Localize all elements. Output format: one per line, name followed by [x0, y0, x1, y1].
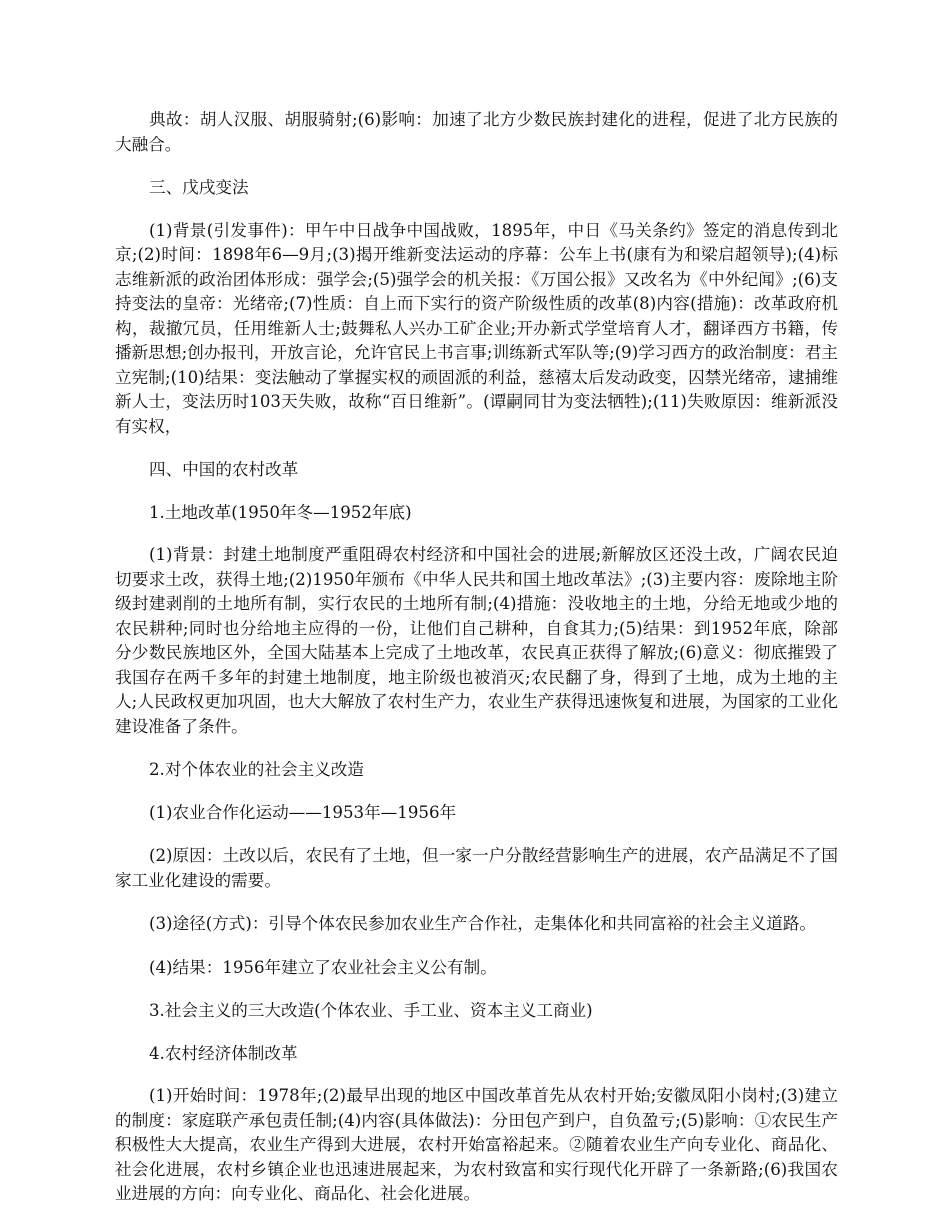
paragraph-wuxu-reform: (1)背景(引发事件)：甲午中日战争中国战败，1895年，中日《马关条约》签定的消息传到北京;(2)时间：1898年6—9月;(3)揭开维新变法运动的序幕：公车上书(康有为和梁启超领导);(4)标志维新派的政治团体形成：强学会;(5)强学会的机关报：《万国公报》又改名为《中外纪闻》;(6)支持变法的皇帝：光绪帝;(7)性质：自上而下实行的资产阶级性质的改革(8)内容(措施)：改革政府机构，裁撤冗员，任用维新人士;鼓舞私人兴办工矿企业;开办新式学堂培育人才，翻译西方书籍，传播新思想;创办报刊，开放言论，允许官民上书言事;训练新式军队等;(9)学习西方的政治制度：君主立宪制;(10)结果：变法触动了掌握实权的顽固派的利益，慈禧太后发动政变，囚禁光绪帝，逮捕维新人士，变法历时103天失败，故称“百日维新”。(谭嗣同甘为变法牺牲);(11)失败原因：维新派没有实权， [115, 220, 838, 436]
document-body [115, 108, 838, 1226]
paragraph-approach: (3)途径(方式)：引导个体农民参加农业生产合作社，走集体化和共同富裕的社会主义道路。 [149, 914, 817, 933]
subheading-three-transformations: 3.社会主义的三大改造(个体农业、手工业、资本主义工商业) [149, 1001, 593, 1020]
paragraph-land-reform: (1)背景：封建土地制度严重阻碍农村经济和中国社会的进展;新解放区还没土改，广阔农民迫切要求土改，获得土地;(2)1950年颁布《中华人民共和国土地改革法》;(3)主要内容：废除地主阶级封建剥削的土地所有制，实行农民的土地所有制;(4)措施：没收地主的土地，分给无地或少地的农民耕种;同时也分给地主应得的一份，让他们自己耕种，自食其力;(5)结果：到1952年底，除部分少数民族地区外，全国大陆基本上完成了土地改革，农民真正获得了解放;(6)意义：彻底摧毁了我国存在两千多年的封建土地制度，地主阶级也被消灭;农民翻了身，得到了土地，成为土地的主人;人民政权更加巩固，也大大解放了农村生产力，农业生产获得迅速恢复和进展，为国家的工业化建设准备了条件。 [115, 545, 838, 736]
subheading-rural-economic-reform: 4.农村经济体制改革 [149, 1043, 298, 1063]
subheading-socialist-transformation: 2.对个体农业的社会主义改造 [149, 760, 364, 779]
paragraph-reason: (2)原因：土改以后，农民有了土地，但一家一户分散经营影响生产的进展，农产品满足不了国家工业化建设的需要。 [115, 846, 838, 890]
subheading-land-reform: 1.土地改革(1950年冬—1952年底) [149, 502, 412, 522]
paragraph-result: (4)结果：1956年建立了农业社会主义公有制。 [149, 957, 497, 977]
paragraph-intro: 典故：胡人汉服、胡服骑射;(6)影响：加速了北方少数民族封建化的进程，促进了北方民族的大融合。 [115, 110, 838, 154]
paragraph-rural-economic-reform: (1)开始时间：1978年;(2)最早出现的地区中国改革首先从农村开始;安徽凤阳小岗村;(3)建立的制度：家庭联产承包责任制;(4)内容(具体做法)：分田包产到户，自负盈亏;(5)影响：①农民生产积极性大大提高，农业生产得到大进展，农村开始富裕起来。②随着农业生产向专业化、商品化、社会化进展，农村乡镇企业也迅速进展起来，为农村致富和实行现代化开辟了一条新路;(6)我国农业进展的方向：向专业化、商品化、社会化进展。 [115, 1086, 838, 1203]
section-heading-wuxu-reform: 三、戊戌变法 [149, 178, 249, 197]
paragraph-cooperative-movement: (1)农业合作化运动——1953年—1956年 [149, 802, 457, 822]
section-heading-rural-reform: 四、中国的农村改革 [149, 460, 299, 479]
